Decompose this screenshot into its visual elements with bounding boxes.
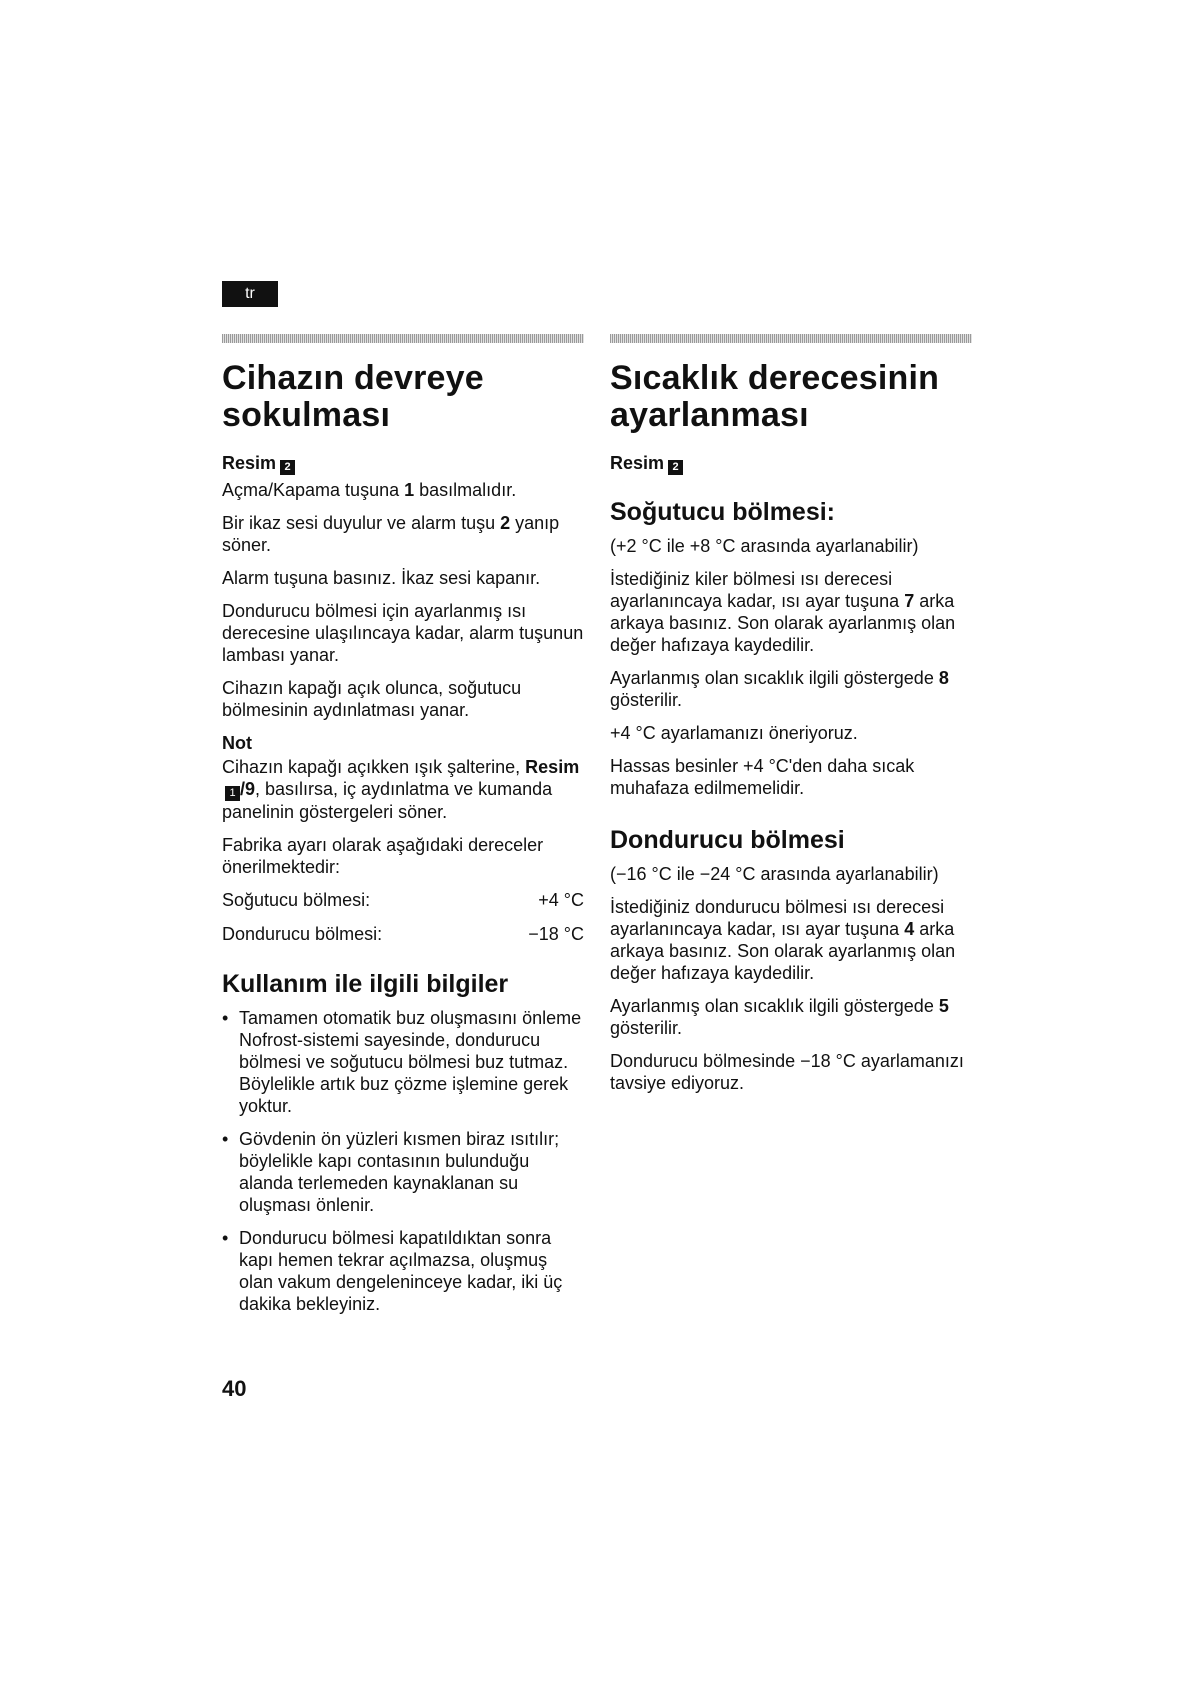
- paragraph: Ayarlanmış olan sıcaklık ilgili göstergede 5 gösterilir.: [610, 996, 949, 1038]
- paragraph: Cihazın kapağı açık olunca, soğutucu bölmesinin aydınlatması yanar.: [222, 678, 522, 720]
- paragraph: Fabrika ayarı olarak aşağıdaki dereceler önerilmektedir:: [222, 835, 544, 877]
- section-title-switching-on: Cihazın devreye sokulması: [222, 359, 484, 434]
- section-rule: [222, 334, 584, 343]
- subsection-title-freezer: Dondurucu bölmesi: [610, 826, 845, 854]
- note-text: Cihazın kapağı açıkken ışık şalterine, Resim1 /9, basılırsa, iç aydınlatma ve kumanda panelinin göstergeleri söner.: [222, 757, 580, 822]
- paragraph: Bir ikaz sesi duyulur ve alarm tuşu 2 yanıp söner.: [222, 513, 560, 555]
- list-item: • Tamamen otomatik buz oluşmasını önleme Nofrost-sistemi sayesinde, dondurucu bölmesi ve soğutucu bölmesi buz tutmaz. Böylelikle artık buz çözme işlemine gerek yoktur.: [222, 1008, 582, 1116]
- section-title-temperature-setting: Sıcaklık derecesinin ayarlanması: [610, 359, 940, 434]
- section-rule: [610, 334, 972, 343]
- figure-number-badge: 2: [668, 460, 683, 475]
- temperature-row-freezer: Dondurucu bölmesi: −18 °C: [222, 924, 584, 944]
- figure-number-badge: 1: [225, 786, 240, 801]
- figure-reference: Resim 2: [610, 452, 972, 475]
- page-number: 40: [222, 1376, 247, 1401]
- paragraph: Dondurucu bölmesi için ayarlanmış ısı derecesine ulaşılıncaya kadar, alarm tuşunun lambası yanar.: [222, 601, 584, 665]
- freezer-range: (−16 °C ile −24 °C arasında ayarlanabilir): [610, 864, 939, 884]
- bullet-icon: •: [222, 1008, 229, 1028]
- subsection-title-fridge: Soğutucu bölmesi:: [610, 498, 835, 526]
- paragraph: Hassas besinler +4 °C'den daha sıcak muhafaza edilmemelidir.: [610, 756, 915, 798]
- list-item: • Dondurucu bölmesi kapatıldıktan sonra kapı hemen tekrar açılmazsa, oluşmuş olan vakum dengeleninceye kadar, iki üç dakika bekleyiniz.: [222, 1228, 563, 1314]
- paragraph: +4 °C ayarlamanızı öneriyoruz.: [610, 723, 858, 743]
- paragraph: İstediğiniz kiler bölmesi ısı derecesi ayarlanıncaya kadar, ısı ayar tuşuna 7 arka arkaya basınız. Son olarak ayarlanmış olan değer hafızaya kaydedilir.: [610, 569, 956, 655]
- paragraph: Dondurucu bölmesinde −18 °C ayarlamanızı tavsiye ediyoruz.: [610, 1051, 964, 1093]
- paragraph: Ayarlanmış olan sıcaklık ilgili göstergede 8 gösterilir.: [610, 668, 949, 710]
- fridge-range: (+2 °C ile +8 °C arasında ayarlanabilir): [610, 536, 919, 556]
- bullet-icon: •: [222, 1129, 229, 1149]
- note-heading: Not: [222, 733, 252, 753]
- figure-number-badge: 2: [280, 460, 295, 475]
- bullet-icon: •: [222, 1228, 229, 1248]
- usage-info-list: [222, 1007, 584, 1315]
- paragraph: Alarm tuşuna basınız. İkaz sesi kapanır.: [222, 568, 541, 588]
- figure-reference: Resim 2: [222, 452, 584, 475]
- list-item: • Gövdenin ön yüzleri kısmen biraz ısıtılır; böylelikle kapı contasının bulunduğu alanda terlemeden kaynaklanan su oluşması önlenir.: [222, 1129, 560, 1215]
- left-column: [222, 334, 584, 1326]
- subsection-title-usage-info: Kullanım ile ilgili bilgiler: [222, 970, 509, 998]
- paragraph: İstediğiniz dondurucu bölmesi ısı derecesi ayarlanıncaya kadar, ısı ayar tuşuna 4 arka arkaya basınız. Son olarak ayarlanmış olan değer hafızaya kaydedilir.: [610, 897, 956, 983]
- paragraph: Açma/Kapama tuşuna 1 basılmalıdır.: [222, 480, 517, 500]
- language-tag: tr: [222, 281, 278, 307]
- right-column: [610, 334, 972, 1105]
- temperature-row-fridge: Soğutucu bölmesi: +4 °C: [222, 890, 584, 910]
